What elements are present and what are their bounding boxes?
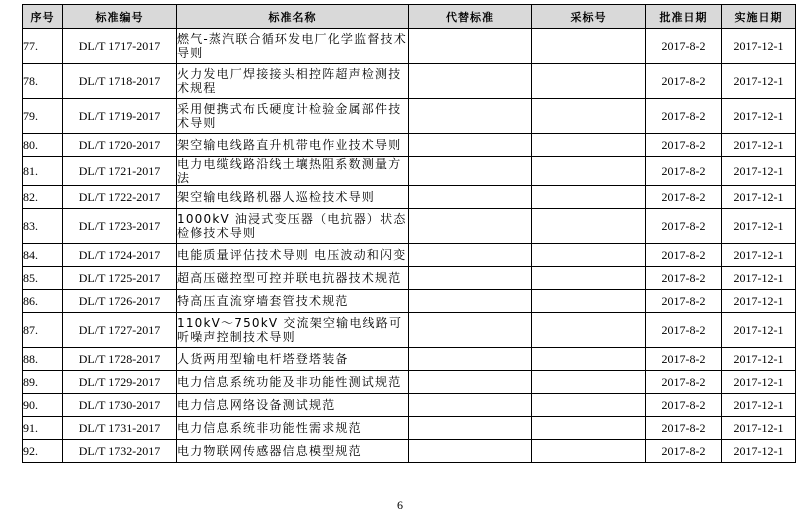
cell-code: DL/T 1723-2017 <box>63 209 177 244</box>
cell-code: DL/T 1729-2017 <box>63 371 177 394</box>
cell-effective: 2017-12-1 <box>722 267 796 290</box>
cell-adopted <box>532 157 646 186</box>
cell-adopted <box>532 371 646 394</box>
cell-name: 人货两用型输电杆塔登塔装备 <box>177 348 409 371</box>
cell-replaces <box>409 29 532 64</box>
cell-replaces <box>409 417 532 440</box>
cell-approved: 2017-8-2 <box>646 157 722 186</box>
cell-name: 采用便携式布氏硬度计检验金属部件技术导则 <box>177 99 409 134</box>
cell-effective: 2017-12-1 <box>722 371 796 394</box>
cell-name: 特高压直流穿墙套管技术规范 <box>177 290 409 313</box>
cell-adopted <box>532 64 646 99</box>
cell-approved: 2017-8-2 <box>646 209 722 244</box>
table-row <box>23 134 796 157</box>
cell-replaces <box>409 313 532 348</box>
cell-replaces <box>409 134 532 157</box>
cell-approved: 2017-8-2 <box>646 267 722 290</box>
table-body <box>23 29 796 463</box>
cell-effective: 2017-12-1 <box>722 348 796 371</box>
cell-adopted <box>532 134 646 157</box>
cell-effective: 2017-12-1 <box>722 244 796 267</box>
table-row <box>23 313 796 348</box>
cell-effective: 2017-12-1 <box>722 64 796 99</box>
table-row <box>23 267 796 290</box>
cell-seq: 85. <box>23 267 63 290</box>
cell-name: 燃气-蒸汽联合循环发电厂化学监督技术导则 <box>177 29 409 64</box>
cell-adopted <box>532 209 646 244</box>
header-seq: 序号 <box>23 5 63 29</box>
cell-adopted <box>532 290 646 313</box>
cell-approved: 2017-8-2 <box>646 371 722 394</box>
cell-code: DL/T 1726-2017 <box>63 290 177 313</box>
cell-approved: 2017-8-2 <box>646 394 722 417</box>
cell-code: DL/T 1720-2017 <box>63 134 177 157</box>
table-row <box>23 29 796 64</box>
cell-name: 火力发电厂焊接接头相控阵超声检测技术规程 <box>177 64 409 99</box>
cell-name: 110kV～750kV 交流架空输电线路可听噪声控制技术导则 <box>177 313 409 348</box>
header-effective: 实施日期 <box>722 5 796 29</box>
cell-seq: 78. <box>23 64 63 99</box>
table-row <box>23 99 796 134</box>
cell-adopted <box>532 267 646 290</box>
cell-approved: 2017-8-2 <box>646 244 722 267</box>
cell-code: DL/T 1718-2017 <box>63 64 177 99</box>
cell-name: 架空输电线路机器人巡检技术导则 <box>177 186 409 209</box>
cell-approved: 2017-8-2 <box>646 417 722 440</box>
cell-name: 超高压磁控型可控并联电抗器技术规范 <box>177 267 409 290</box>
cell-seq: 86. <box>23 290 63 313</box>
table-row <box>23 64 796 99</box>
cell-effective: 2017-12-1 <box>722 417 796 440</box>
cell-replaces <box>409 267 532 290</box>
cell-replaces <box>409 244 532 267</box>
cell-effective: 2017-12-1 <box>722 440 796 463</box>
table-row <box>23 209 796 244</box>
cell-replaces <box>409 99 532 134</box>
cell-code: DL/T 1724-2017 <box>63 244 177 267</box>
cell-seq: 82. <box>23 186 63 209</box>
page-number: 6 <box>397 498 403 512</box>
cell-effective: 2017-12-1 <box>722 157 796 186</box>
cell-seq: 91. <box>23 417 63 440</box>
cell-adopted <box>532 417 646 440</box>
cell-code: DL/T 1719-2017 <box>63 99 177 134</box>
cell-approved: 2017-8-2 <box>646 134 722 157</box>
cell-approved: 2017-8-2 <box>646 99 722 134</box>
cell-name: 电力信息网络设备测试规范 <box>177 394 409 417</box>
table-row <box>23 394 796 417</box>
cell-adopted <box>532 313 646 348</box>
cell-adopted <box>532 348 646 371</box>
cell-code: DL/T 1732-2017 <box>63 440 177 463</box>
cell-effective: 2017-12-1 <box>722 99 796 134</box>
cell-seq: 88. <box>23 348 63 371</box>
cell-adopted <box>532 244 646 267</box>
cell-adopted <box>532 394 646 417</box>
cell-seq: 77. <box>23 29 63 64</box>
cell-name: 电能质量评估技术导则 电压波动和闪变 <box>177 244 409 267</box>
table-row <box>23 371 796 394</box>
cell-code: DL/T 1728-2017 <box>63 348 177 371</box>
table-row <box>23 290 796 313</box>
cell-adopted <box>532 29 646 64</box>
cell-code: DL/T 1730-2017 <box>63 394 177 417</box>
cell-seq: 87. <box>23 313 63 348</box>
cell-effective: 2017-12-1 <box>722 209 796 244</box>
cell-adopted <box>532 440 646 463</box>
cell-replaces <box>409 64 532 99</box>
standards-table <box>22 4 796 463</box>
cell-seq: 92. <box>23 440 63 463</box>
cell-seq: 90. <box>23 394 63 417</box>
cell-code: DL/T 1725-2017 <box>63 267 177 290</box>
header-row <box>23 5 796 29</box>
cell-name: 电力信息系统功能及非功能性测试规范 <box>177 371 409 394</box>
cell-replaces <box>409 348 532 371</box>
header-code: 标准编号 <box>63 5 177 29</box>
table-row <box>23 244 796 267</box>
cell-seq: 81. <box>23 157 63 186</box>
cell-seq: 79. <box>23 99 63 134</box>
header-name: 标准名称 <box>177 5 409 29</box>
cell-name: 电力信息系统非功能性需求规范 <box>177 417 409 440</box>
cell-approved: 2017-8-2 <box>646 348 722 371</box>
cell-replaces <box>409 290 532 313</box>
header-adopted: 采标号 <box>532 5 646 29</box>
cell-code: DL/T 1731-2017 <box>63 417 177 440</box>
cell-replaces <box>409 186 532 209</box>
cell-adopted <box>532 99 646 134</box>
cell-approved: 2017-8-2 <box>646 440 722 463</box>
cell-seq: 83. <box>23 209 63 244</box>
cell-replaces <box>409 440 532 463</box>
cell-effective: 2017-12-1 <box>722 134 796 157</box>
cell-approved: 2017-8-2 <box>646 29 722 64</box>
cell-effective: 2017-12-1 <box>722 313 796 348</box>
table-row <box>23 440 796 463</box>
cell-seq: 89. <box>23 371 63 394</box>
cell-seq: 84. <box>23 244 63 267</box>
cell-replaces <box>409 209 532 244</box>
cell-effective: 2017-12-1 <box>722 186 796 209</box>
header-approved: 批准日期 <box>646 5 722 29</box>
table-row <box>23 157 796 186</box>
cell-code: DL/T 1721-2017 <box>63 157 177 186</box>
cell-code: DL/T 1717-2017 <box>63 29 177 64</box>
cell-approved: 2017-8-2 <box>646 290 722 313</box>
header-replaces: 代替标准 <box>409 5 532 29</box>
cell-approved: 2017-8-2 <box>646 64 722 99</box>
cell-approved: 2017-8-2 <box>646 186 722 209</box>
cell-approved: 2017-8-2 <box>646 313 722 348</box>
cell-code: DL/T 1727-2017 <box>63 313 177 348</box>
cell-name: 1000kV 油浸式变压器（电抗器）状态检修技术导则 <box>177 209 409 244</box>
table-row <box>23 417 796 440</box>
cell-name: 电力物联网传感器信息模型规范 <box>177 440 409 463</box>
cell-effective: 2017-12-1 <box>722 29 796 64</box>
cell-replaces <box>409 157 532 186</box>
cell-effective: 2017-12-1 <box>722 394 796 417</box>
cell-name: 电力电缆线路沿线土壤热阻系数测量方法 <box>177 157 409 186</box>
cell-code: DL/T 1722-2017 <box>63 186 177 209</box>
cell-replaces <box>409 371 532 394</box>
table-row <box>23 348 796 371</box>
cell-effective: 2017-12-1 <box>722 290 796 313</box>
cell-seq: 80. <box>23 134 63 157</box>
cell-name: 架空输电线路直升机带电作业技术导则 <box>177 134 409 157</box>
cell-adopted <box>532 186 646 209</box>
cell-replaces <box>409 394 532 417</box>
table-row <box>23 186 796 209</box>
